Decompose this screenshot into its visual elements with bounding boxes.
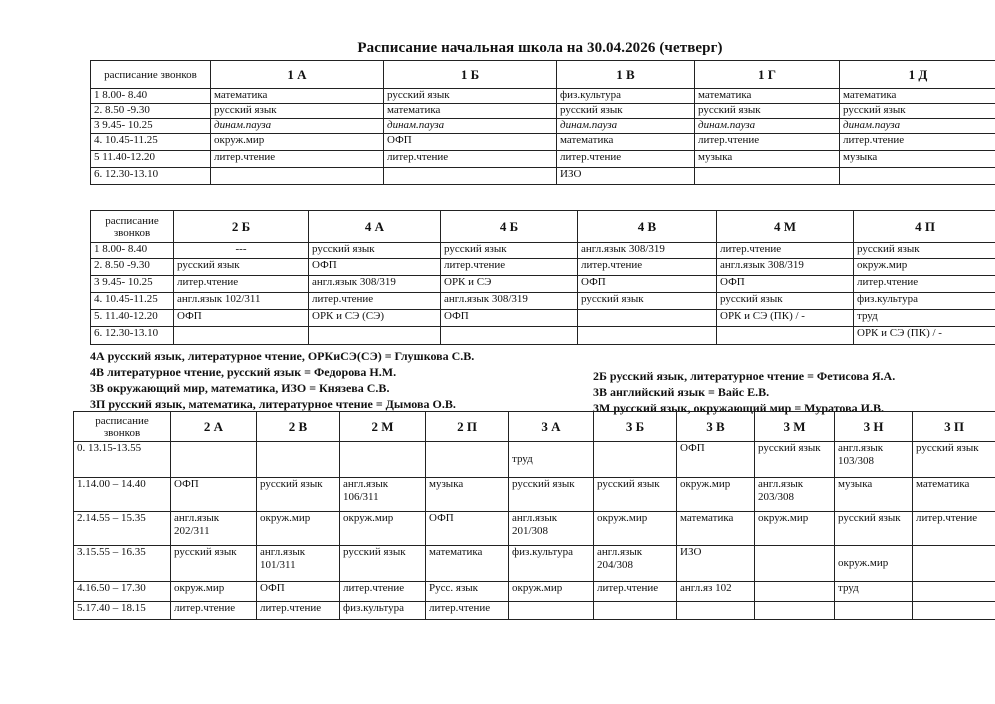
table-row (91, 243, 995, 259)
lesson-cell: физ.культура (557, 89, 695, 104)
lesson-cell: литер.чтение (854, 276, 995, 293)
table-row (91, 104, 995, 119)
lesson-cell: русский язык (441, 243, 578, 259)
lesson-cell: окруж.мир (755, 512, 835, 546)
lesson-cell: русский язык (717, 293, 854, 310)
teacher-note: 2Б русский язык, литературное чтение = Фетисова Я.А. (593, 369, 896, 383)
time-cell: 3 9.45- 10.25 (91, 119, 211, 134)
lesson-cell: литер.чтение (211, 151, 384, 168)
lesson-cell: динам.пауза (384, 119, 557, 134)
calls-header: расписание звонков (91, 211, 174, 243)
class-header: 1 В (557, 61, 695, 89)
lesson-cell: русский язык (557, 104, 695, 119)
time-cell: 4. 10.45-11.25 (91, 293, 174, 310)
lesson-cell: русский язык (257, 478, 340, 512)
teacher-note: 3В английский язык = Вайс Е.В. (593, 385, 770, 399)
lesson-cell: ОРК и СЭ (441, 276, 578, 293)
lesson-cell: окруж.мир (594, 512, 677, 546)
lesson-cell: окруж.мир (835, 546, 913, 582)
lesson-cell: русский язык (695, 104, 840, 119)
lesson-cell (677, 602, 755, 620)
class-header: 3 В (677, 412, 755, 442)
lesson-cell: литер.чтение (384, 151, 557, 168)
lesson-cell: литер.чтение (171, 602, 257, 620)
lesson-cell: литер.чтение (717, 243, 854, 259)
lesson-cell: музыка (426, 478, 509, 512)
table-header-row (91, 61, 995, 89)
table-row (91, 168, 995, 185)
lesson-cell: математика (695, 89, 840, 104)
time-cell: 4.16.50 – 17.30 (74, 582, 171, 602)
lesson-cell: ОФП (384, 134, 557, 151)
time-cell: 6. 12.30-13.10 (91, 168, 211, 185)
class-header: 3 Н (835, 412, 913, 442)
lesson-cell (340, 442, 426, 478)
lesson-cell: труд (835, 582, 913, 602)
schedule-table-grades-2-4 (90, 210, 995, 345)
page-title: Расписание начальная школа на 30.04.2026 (четверг) (357, 40, 723, 56)
time-cell: 3.15.55 – 16.35 (74, 546, 171, 582)
lesson-cell: русский язык (340, 546, 426, 582)
time-cell: 2. 8.50 -9.30 (91, 104, 211, 119)
lesson-cell: литер.чтение (340, 582, 426, 602)
lesson-cell: литер.чтение (309, 293, 441, 310)
lesson-cell: литер.чтение (578, 259, 717, 276)
table-row (91, 134, 995, 151)
time-cell: 1.14.00 – 14.40 (74, 478, 171, 512)
lesson-cell: окруж.мир (677, 478, 755, 512)
lesson-cell: литер.чтение (174, 276, 309, 293)
lesson-cell: русский язык (854, 243, 995, 259)
lesson-cell: литер.чтение (557, 151, 695, 168)
time-cell: 5.17.40 – 18.15 (74, 602, 171, 620)
lesson-cell: ОФП (677, 442, 755, 478)
lesson-cell: англ.язык 201/308 (509, 512, 594, 546)
lesson-cell (913, 582, 995, 602)
lesson-cell (840, 168, 995, 185)
teacher-notes-right (593, 368, 895, 416)
table-row (74, 478, 995, 512)
lesson-cell: труд (854, 310, 995, 327)
lesson-cell: --- (174, 243, 309, 259)
lesson-cell: англ.язык 203/308 (755, 478, 835, 512)
time-cell: 3 9.45- 10.25 (91, 276, 174, 293)
table-row (74, 602, 995, 620)
lesson-cell: русский язык (594, 478, 677, 512)
lesson-cell: математика (840, 89, 995, 104)
lesson-cell (755, 582, 835, 602)
lesson-cell (835, 602, 913, 620)
lesson-cell: литер.чтение (913, 512, 995, 546)
table-row (91, 276, 995, 293)
table-row (91, 119, 995, 134)
teacher-note: 3В окружающий мир, математика, ИЗО = Князева С.В. (90, 381, 390, 395)
lesson-cell: динам.пауза (695, 119, 840, 134)
lesson-cell (211, 168, 384, 185)
lesson-cell: математика (384, 104, 557, 119)
lesson-cell (717, 327, 854, 345)
lesson-cell: физ.культура (854, 293, 995, 310)
class-header: 2 П (426, 412, 509, 442)
lesson-cell: англ.язык 103/308 (835, 442, 913, 478)
lesson-cell (578, 327, 717, 345)
class-header: 3 Б (594, 412, 677, 442)
lesson-cell (174, 327, 309, 345)
class-header: 2 В (257, 412, 340, 442)
class-header: 4 В (578, 211, 717, 243)
table-row (74, 442, 995, 478)
calls-header: расписание звонков (74, 412, 171, 442)
lesson-cell (441, 327, 578, 345)
lesson-cell: ОРК и СЭ (СЭ) (309, 310, 441, 327)
lesson-cell (309, 327, 441, 345)
class-header: 1 Б (384, 61, 557, 89)
lesson-cell: литер.чтение (840, 134, 995, 151)
lesson-cell: окруж.мир (171, 582, 257, 602)
lesson-cell (594, 602, 677, 620)
table-row (91, 310, 995, 327)
lesson-cell: литер.чтение (594, 582, 677, 602)
class-header: 3 М (755, 412, 835, 442)
lesson-cell: ОФП (257, 582, 340, 602)
time-cell: 1 8.00- 8.40 (91, 243, 174, 259)
lesson-cell (384, 168, 557, 185)
lesson-cell: окруж.мир (854, 259, 995, 276)
lesson-cell: ОФП (426, 512, 509, 546)
lesson-cell: русский язык (835, 512, 913, 546)
lesson-cell: математика (426, 546, 509, 582)
lesson-cell: ОРК и СЭ (ПК) / - (854, 327, 995, 345)
class-header: 4 М (717, 211, 854, 243)
time-cell: 2.14.55 – 15.35 (74, 512, 171, 546)
lesson-cell (257, 442, 340, 478)
lesson-cell: динам.пауза (840, 119, 995, 134)
time-cell: 5 11.40-12.20 (91, 151, 211, 168)
time-cell: 4. 10.45-11.25 (91, 134, 211, 151)
lesson-cell: математика (677, 512, 755, 546)
lesson-cell: русский язык (384, 89, 557, 104)
table-row (74, 546, 995, 582)
lesson-cell: музыка (835, 478, 913, 512)
class-header: 2 Б (174, 211, 309, 243)
lesson-cell (755, 602, 835, 620)
class-header: 1 Д (840, 61, 995, 89)
lesson-cell (509, 602, 594, 620)
lesson-cell (594, 442, 677, 478)
lesson-cell: англ.язык 308/319 (578, 243, 717, 259)
lesson-cell (913, 546, 995, 582)
lesson-cell: ИЗО (557, 168, 695, 185)
class-header: 2 М (340, 412, 426, 442)
lesson-cell: окруж.мир (340, 512, 426, 546)
lesson-cell: русский язык (171, 546, 257, 582)
lesson-cell: ОФП (441, 310, 578, 327)
lesson-cell: англ.язык 106/311 (340, 478, 426, 512)
lesson-cell: музыка (840, 151, 995, 168)
lesson-cell (578, 310, 717, 327)
table-row (91, 259, 995, 276)
table-row (91, 293, 995, 310)
lesson-cell: ОФП (171, 478, 257, 512)
lesson-cell: литер.чтение (426, 602, 509, 620)
schedule-table-afternoon (73, 411, 995, 620)
lesson-cell: труд (509, 442, 594, 478)
lesson-cell: физ.культура (340, 602, 426, 620)
class-header: 1 А (211, 61, 384, 89)
time-cell: 2. 8.50 -9.30 (91, 259, 174, 276)
class-header: 4 Б (441, 211, 578, 243)
time-cell: 1 8.00- 8.40 (91, 89, 211, 104)
lesson-cell: русский язык (913, 442, 995, 478)
lesson-cell: музыка (695, 151, 840, 168)
class-header: 4 П (854, 211, 995, 243)
table-header-row (74, 412, 995, 442)
lesson-cell: англ.яз 102 (677, 582, 755, 602)
class-header: 4 А (309, 211, 441, 243)
lesson-cell: русский язык (578, 293, 717, 310)
lesson-cell: физ.культура (509, 546, 594, 582)
table-row (74, 582, 995, 602)
lesson-cell: математика (211, 89, 384, 104)
time-cell: 5. 11.40-12.20 (91, 310, 174, 327)
teacher-note: 3П русский язык, математика, литературное чтение = Дымова О.В. (90, 397, 456, 411)
lesson-cell: англ.язык 102/311 (174, 293, 309, 310)
lesson-cell: русский язык (309, 243, 441, 259)
lesson-cell: англ.язык 204/308 (594, 546, 677, 582)
lesson-cell: русский язык (211, 104, 384, 119)
lesson-cell: ОФП (578, 276, 717, 293)
lesson-cell: математика (913, 478, 995, 512)
lesson-cell (695, 168, 840, 185)
lesson-cell: ОФП (174, 310, 309, 327)
class-header: 1 Г (695, 61, 840, 89)
lesson-cell (426, 442, 509, 478)
lesson-cell: ИЗО (677, 546, 755, 582)
lesson-cell: динам.пауза (211, 119, 384, 134)
table-row (91, 327, 995, 345)
lesson-cell: литер.чтение (695, 134, 840, 151)
class-header: 2 А (171, 412, 257, 442)
table-row (91, 89, 995, 104)
lesson-cell: англ.язык 308/319 (441, 293, 578, 310)
lesson-cell: англ.язык 308/319 (309, 276, 441, 293)
lesson-cell: математика (557, 134, 695, 151)
table-header-row (91, 211, 995, 243)
lesson-cell: ОФП (717, 276, 854, 293)
lesson-cell: ОФП (309, 259, 441, 276)
lesson-cell: ОРК и СЭ (ПК) / - (717, 310, 854, 327)
lesson-cell (755, 546, 835, 582)
lesson-cell: русский язык (174, 259, 309, 276)
lesson-cell: литер.чтение (441, 259, 578, 276)
lesson-cell: англ.язык 202/311 (171, 512, 257, 546)
teacher-note: 3М русский язык, окружающий мир = Муратова И.В. (593, 401, 884, 415)
lesson-cell: русский язык (509, 478, 594, 512)
lesson-cell: англ.язык 101/311 (257, 546, 340, 582)
calls-header: расписание звонков (91, 61, 211, 89)
lesson-cell: русский язык (755, 442, 835, 478)
lesson-cell: окруж.мир (257, 512, 340, 546)
class-header: 3 П (913, 412, 995, 442)
table-row (91, 151, 995, 168)
teacher-note: 4А русский язык, литературное чтение, ОРКиСЭ(СЭ) = Глушкова С.В. (90, 349, 475, 363)
lesson-cell (171, 442, 257, 478)
class-header: 3 А (509, 412, 594, 442)
lesson-cell: русский язык (840, 104, 995, 119)
lesson-cell: окруж.мир (211, 134, 384, 151)
lesson-cell: англ.язык 308/319 (717, 259, 854, 276)
teacher-note: 4В литературное чтение, русский язык = Федорова Н.М. (90, 365, 397, 379)
table-row (74, 512, 995, 546)
lesson-cell (913, 602, 995, 620)
time-cell: 6. 12.30-13.10 (91, 327, 174, 345)
lesson-cell: динам.пауза (557, 119, 695, 134)
schedule-table-grade-1 (90, 60, 995, 185)
teacher-notes-left (90, 348, 474, 412)
lesson-cell: литер.чтение (257, 602, 340, 620)
lesson-cell: окруж.мир (509, 582, 594, 602)
lesson-cell: Русс. язык (426, 582, 509, 602)
time-cell: 0. 13.15-13.55 (74, 442, 171, 478)
